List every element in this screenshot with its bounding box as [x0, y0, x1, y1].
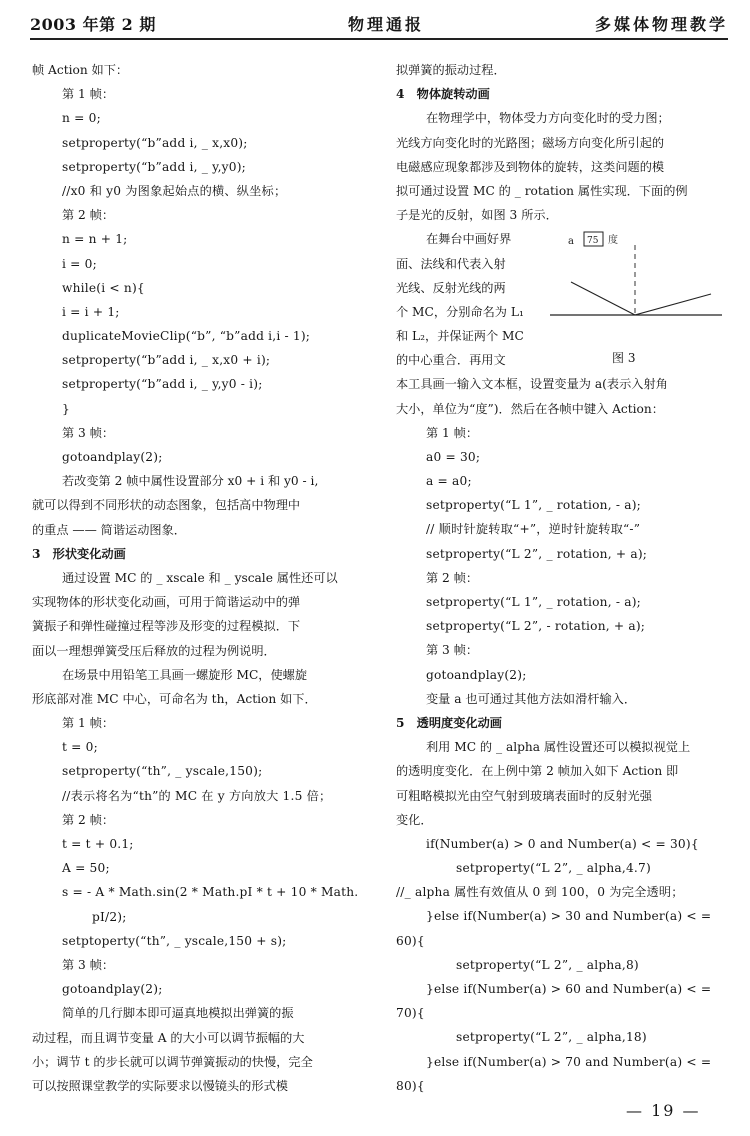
code-line: setptoperty(“th”, _ yscale,150 + s);: [62, 933, 287, 948]
paragraph-line: 子是光的反射，如图 3 所示．: [396, 208, 558, 223]
paragraph-line: 可以按照课堂教学的实际要求以慢镜头的形式模: [32, 1078, 288, 1093]
code-line: setproperty(“b”add i, _ y,y0);: [62, 159, 246, 174]
paragraph-line: 变化．: [396, 812, 433, 827]
angle-value: 75: [587, 236, 599, 247]
code-line: i = 0;: [62, 256, 97, 271]
journal-title: 物理通报: [348, 15, 425, 34]
code-line: setproperty(“L 1”, _ rotation, - a);: [426, 595, 641, 609]
paragraph-line: 簧振子和弹性碰撞过程等涉及形变的过程模拟．下: [32, 619, 301, 634]
paragraph-line: 大小，单位为“度”)．然后在各帧中键入 Action：: [396, 401, 664, 416]
paragraph-line: 电磁感应现象都涉及到物体的旋转，这类问题的模: [396, 159, 665, 174]
code-line: setproperty(“L 1”, _ rotation, - a);: [426, 498, 641, 513]
code-line: 70){: [396, 1006, 425, 1021]
code-line: i = i + 1;: [62, 304, 120, 319]
code-line: gotoandplay(2);: [62, 450, 163, 464]
code-line: 80){: [396, 1078, 425, 1093]
paragraph-line: 个 MC，分别命名为 L₁: [396, 304, 524, 319]
code-line: t = 0;: [62, 740, 98, 755]
paragraph-line: 在舞台中画好界: [426, 232, 512, 247]
code-comment: //_ alpha 属性有效值从 0 到 100，0 为完全透明；: [396, 885, 684, 900]
paragraph-line: 面以一理想弹簧受压后释放的过程为例说明．: [32, 643, 276, 658]
text-line: 帧 Action 如下：: [32, 63, 129, 77]
paragraph-line: 在场景中用铅笔工具画一螺旋形 MC，使螺旋: [62, 667, 308, 682]
code-line: 60){: [396, 933, 425, 948]
paragraph-line: 动过程，而且调节变量 A 的大小可以调节振幅的大: [32, 1030, 305, 1045]
paragraph-line: 小；调节 t 的步长就可以调节弹簧振动的快慢，完全: [32, 1054, 313, 1069]
code-line: a = a0;: [426, 474, 472, 489]
paragraph-line: 变量 a 也可通过其他方法如滑杆输入．: [426, 691, 637, 706]
paragraph-line: 的中心重合．再用文: [396, 353, 506, 368]
paragraph-line: 实现物体的形状变化动画，可用于简谐运动中的弹: [32, 595, 301, 610]
page-number: — 19 —: [626, 1101, 701, 1120]
frame-label: 第 1 帧：: [62, 716, 115, 731]
code-line: duplicateMovieClip(“b”, “b”add i,i - 1);: [62, 329, 311, 344]
code-line: }: [62, 401, 70, 416]
variable-label: a: [568, 236, 574, 248]
paragraph-line: 就可以得到不同形状的动态图象，包括高中物理中: [32, 498, 301, 513]
code-line: gotoandplay(2);: [426, 667, 527, 682]
reflection-diagram: [546, 227, 726, 372]
code-comment: //x0 和 y0 为图象起始点的横、纵坐标；: [62, 183, 287, 198]
code-line: setproperty(“L 2”, _ alpha,4.7): [456, 861, 651, 876]
code-line: n = n + 1;: [62, 232, 128, 247]
frame-label: 第 1 帧：: [62, 87, 115, 102]
issue-label: 2003 年第 2 期: [30, 15, 156, 34]
code-line: setproperty(“L 2”, _ alpha,18): [456, 1030, 647, 1045]
figure-caption: 图 3: [612, 351, 636, 366]
running-header: [30, 10, 728, 40]
code-line: a0 = 30;: [426, 449, 481, 464]
code-line: n = 0;: [62, 111, 101, 126]
paragraph-line: 拟可通过设置 MC 的 _ rotation 属性实现．下面的例: [396, 183, 688, 198]
code-line: A = 50;: [62, 861, 110, 876]
code-line: if(Number(a) > 0 and Number(a) < = 30){: [426, 836, 699, 851]
paragraph-line: 面、法线和代表入射: [396, 256, 506, 271]
code-line: setproperty(“b”add i, _ y,y0 - i);: [62, 377, 263, 392]
incident-ray: [571, 282, 635, 315]
code-line: }else if(Number(a) > 70 and Number(a) < =: [426, 1054, 712, 1069]
angle-unit: 度: [608, 235, 618, 247]
paragraph-line: 在物理学中，物体受力方向变化时的受力图；: [426, 111, 670, 126]
paragraph-line: 简单的几行脚本即可逼真地模拟出弹簧的振: [62, 1006, 294, 1021]
frame-label: 第 3 帧：: [62, 425, 115, 440]
frame-label: 第 2 帧：: [426, 570, 479, 585]
code-comment: // 顺时针旋转取“+”，逆时针旋转取“-”: [426, 522, 641, 537]
code-line: pI/2);: [92, 909, 127, 924]
right-column: [396, 58, 728, 1098]
paragraph-line: 形底部对准 MC 中心，可命名为 th，Action 如下．: [32, 691, 317, 706]
code-line: s = - A * Math.sin(2 * Math.pI * t + 10 * Math.: [62, 885, 359, 900]
code-line: setproperty(“th”, _ yscale,150);: [62, 764, 263, 779]
paragraph-line: 光线、反射光线的两: [396, 280, 506, 295]
code-line: }else if(Number(a) > 60 and Number(a) < =: [426, 982, 712, 996]
left-column: [32, 58, 368, 1098]
code-line: setproperty(“L 2”, - rotation, + a);: [426, 619, 646, 634]
paragraph-line: 本工具画一输入文本框，设置变量为 a(表示入射角: [396, 377, 668, 392]
paragraph-line: 若改变第 2 帧中属性设置部分 x0 + i 和 y0 - i,: [62, 474, 319, 489]
figure-3: [546, 227, 726, 372]
paragraph-line: 和 L₂，并保证两个 MC: [396, 329, 524, 344]
paragraph-line: 拟弹簧的振动过程．: [396, 63, 506, 77]
frame-label: 第 3 帧：: [62, 957, 115, 972]
frame-label: 第 3 帧：: [426, 643, 479, 658]
code-line: setproperty(“L 2”, _ alpha,8): [456, 957, 639, 972]
paragraph-line: 的透明度变化．在上例中第 2 帧加入如下 Action 即: [396, 764, 679, 779]
code-line: t = t + 0.1;: [62, 837, 134, 851]
section-heading: 5 透明度变化动画: [396, 715, 502, 730]
code-line: }else if(Number(a) > 30 and Number(a) < =: [426, 909, 712, 924]
paragraph-line: 可粗略模拟光由空气射到玻璃表面时的反射光强: [396, 788, 652, 803]
code-line: setproperty(“L 2”, _ rotation, + a);: [426, 546, 648, 561]
paragraph-line: 利用 MC 的 _ alpha 属性设置还可以模拟视觉上: [426, 740, 691, 755]
section-heading: 4 物体旋转动画: [396, 87, 490, 102]
frame-label: 第 1 帧：: [426, 425, 479, 440]
code-comment: //表示将名为“th”的 MC 在 y 方向放大 1.5 倍；: [62, 788, 332, 803]
wrapped-text: [396, 227, 542, 372]
paragraph-line: 的重点 —— 简谐运动图象．: [32, 522, 186, 537]
code-line: setproperty(“b”add i, _ x,x0 + i);: [62, 353, 271, 368]
frame-label: 第 2 帧：: [62, 208, 115, 223]
code-line: while(i < n){: [62, 280, 145, 295]
code-line: setproperty(“b”add i, _ x,x0);: [62, 135, 248, 150]
paragraph-line: 光线方向变化时的光路图；磁场方向变化所引起的: [396, 135, 665, 150]
code-line: gotoandplay(2);: [62, 982, 163, 997]
section-heading: 3 形状变化动画: [32, 546, 126, 561]
column-title: 多媒体物理教学: [594, 15, 728, 34]
figure-block: [396, 227, 728, 372]
reflected-ray: [635, 294, 711, 315]
frame-label: 第 2 帧：: [62, 812, 115, 827]
paragraph-line: 通过设置 MC 的 _ xscale 和 _ yscale 属性还可以: [62, 570, 338, 585]
